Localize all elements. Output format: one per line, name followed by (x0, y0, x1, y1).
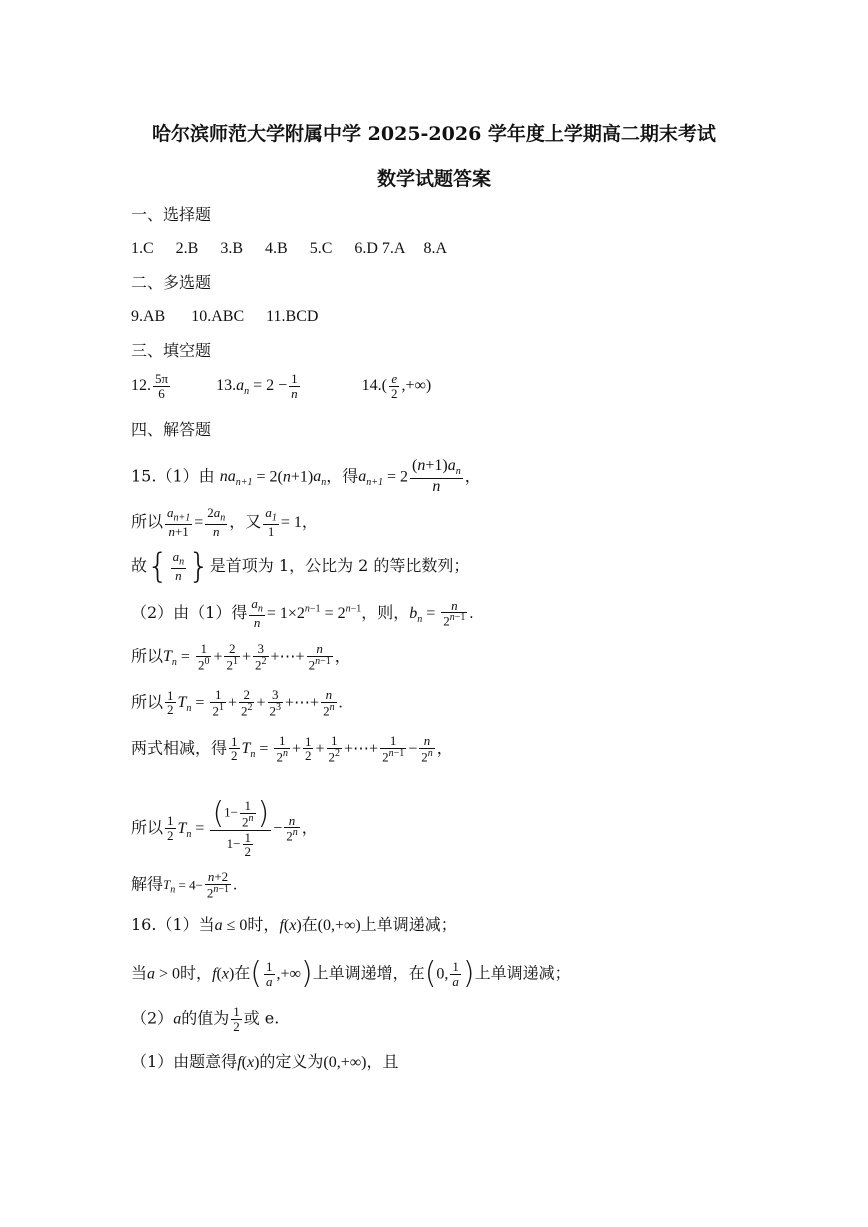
document-title: 哈尔滨师范大学附属中学 2025-2026 学年度上学期高二期末考试 (152, 123, 716, 145)
q16-line-4: （1）由题意得f(x)的定义为(0,+∞)，且 (131, 1052, 399, 1071)
q14-denominator: 2 (390, 385, 398, 401)
answer-2: 2.B (175, 240, 199, 257)
section-heading-solution: 四、解答题 (131, 420, 212, 439)
q16-l2-text-b: 时， (180, 963, 213, 983)
q15-line-2: 所以 $\frac{a_{n+1}}{n+1}$ = $\frac{2a_n}{n}$ ，又 $\frac{a_1}{1}$ = 1， (131, 505, 318, 540)
q15-line-4: （2）由（1）得 $\frac{a_n}{n}$ = $1\times 2^{n-1} = 2^{n-1}$，则，$b_n$ = $\frac{n}{2^{n-1}}$ . (131, 596, 474, 631)
q15-l4-text-b: ，则， (361, 602, 410, 622)
section-heading-choice: 一、选择题 (131, 205, 212, 224)
q15-l1-fraction: $\frac{(n+1)a_n}{n}$ (412, 457, 461, 495)
q16-l3-text-a: （2） (131, 1008, 174, 1028)
q16-l3-text-b: 的值为 (181, 1008, 230, 1028)
q15-l2-frac-2: $\frac{2a_n}{n}$ (207, 505, 226, 540)
q15-l1-text-b: ，得 (326, 466, 359, 486)
answer-6-7: 6.D 7.A (354, 240, 406, 257)
q16-l2-text-e: 上单调递减； (474, 963, 571, 983)
q15-l1-text-a: 15.（1）由 (131, 466, 215, 486)
answer-4: 4.B (265, 240, 288, 257)
answer-11: 11.BCD (266, 308, 319, 325)
q16-l2-text-a: 当 (131, 963, 148, 983)
q13-expression: = 2 − (253, 376, 288, 394)
section-heading-multi: 二、多选题 (131, 273, 212, 292)
q15-l3-fraction: $\frac{a_n}{n}$ (172, 549, 185, 584)
q15-l1-text-c: ， (464, 466, 481, 486)
q15-l2-text-a: 所以 (131, 511, 164, 531)
q15-l8-text-a: 所以 (131, 817, 164, 837)
q16-l4-text-b: 的定义为 (259, 1052, 324, 1071)
answer-8: 8.A (423, 240, 448, 257)
q14-interval-tail: ,+∞) (401, 376, 432, 394)
q16-l3-text-c: 或 e. (243, 1008, 280, 1028)
q16-l1-text-a: 16.（1）当 (131, 915, 215, 934)
fill-answer-row: 12. $\frac{5\pi}{6}$ $13.a_n = 2$ − $\frac{1}{n}$ 14.( $\frac{e}{2}$ ,+∞) (131, 371, 432, 401)
section-heading-fill: 三、填空题 (131, 341, 212, 360)
q12-fraction (153, 372, 170, 400)
q15-line-5: 所以$T_n$ = $\frac{1}{2^0}$ + $\frac{2}{2^1}$ + $\frac{3}{2^2}$ +⋯+ $\frac{n}{2^{n-1}}$ ， (131, 641, 351, 672)
q15-l8-compound-fraction: (1− $\frac{1}{2^n}$ ) 1− $\frac{1}{2}$ (212, 796, 270, 860)
q16-line-1: 16.（1）当a ≤ 0时，f(x)在(0,+∞)上单调递减； (131, 915, 457, 934)
q16-l1-text-b: 时， (247, 915, 280, 934)
q16-l1-text-d: 上单调递减； (360, 915, 457, 934)
q16-line-3: （2）a的值为 $\frac{1}{2}$ 或 e. (131, 1004, 280, 1034)
q14-label: 14. (361, 376, 382, 394)
q15-l4-frac-1: $\frac{a_n}{n}$ (251, 596, 263, 631)
q15-l7-text-a: 两式相减，得 (131, 738, 228, 758)
q15-line-3: 故{ $\frac{a_n}{n}$ }是首项为 1，公比为 2 的等比数列； (131, 546, 470, 587)
answer-9: 9.AB (131, 308, 166, 325)
q13-label: 13. (216, 376, 237, 394)
q14-fraction (389, 372, 400, 400)
q15-line-6: 所以 $\frac{1}{2}$ $T_n$ = $\frac{1}{2^1}$ + $\frac{2}{2^2}$ + $\frac{3}{2^3}$ +⋯+ $\frac{n}{2^n}$ . (131, 687, 343, 718)
q15-l3-text-a: 故 (131, 555, 148, 575)
document-subtitle: 数学试题答案 (376, 168, 491, 190)
q16-l2-text-c: 在 (234, 963, 251, 983)
q15-l4-text-a: （2）由（1）得 (131, 602, 248, 622)
q15-l5-text-a: 所以 (131, 646, 164, 666)
q15-line-7: 两式相减，得 $\frac{1}{2}$ $T_n$ = $\frac{1}{2^n}$ + $\frac{1}{2}$ + $\frac{1}{2^2}$ +⋯+ $\frac{1}{2^{n-1}}$ − $\frac{n}{2^n}$ ， (131, 733, 453, 764)
q15-l4-frac-2: $\frac{n}{2^{n-1}}$ (443, 597, 466, 629)
q13-fraction (289, 372, 300, 400)
answer-3: 3.B (220, 240, 244, 257)
q14-numerator: e (389, 372, 400, 387)
q12-denominator: 6 (158, 385, 165, 401)
multi-answer-row (131, 307, 318, 327)
q16-l4-text-c: ，且 (366, 1052, 399, 1071)
q15-l2-text-b: ，又 (229, 511, 262, 531)
q13-numerator: 1 (291, 371, 298, 386)
q16-l1-text-c: 在 (301, 915, 318, 934)
q15-line-1: 15.（1）由 $na_{n+1} = 2(n+1)a_n$，得$a_{n+1} = 2$ $\frac{(n+1)a_n}{n}$ ， (131, 457, 481, 495)
q16-l2-text-d: 上单调递增，在 (312, 963, 425, 983)
q12-label: 12. (131, 376, 151, 394)
q15-line-9: 解得$T_n = 4-$ $\frac{n+2}{2^{n-1}}$ . (131, 869, 238, 900)
answer-1: 1.C (131, 240, 154, 257)
q15-line-8: 所以 $\frac{1}{2}$ $T_n$ = (1− $\frac{1}{2^n}$ ) 1− $\frac{1}{2}$ − $\frac{n}{2^n}$ ， (131, 796, 318, 860)
choice-answer-row (131, 239, 447, 259)
q15-l9-text-a: 解得 (131, 874, 164, 894)
q13-denominator: n (291, 385, 298, 401)
q15-l2-text-c: = 1， (280, 513, 318, 531)
q15-l6-text-a: 所以 (131, 692, 164, 712)
q15-l2-frac-3: $\frac{a_1}{1}$ (265, 505, 277, 540)
q15-l2-frac-1: $\frac{a_{n+1}}{n+1}$ (167, 505, 191, 540)
q12-numerator: 5π (155, 371, 169, 386)
q16-line-2: 当a > 0时，f(x)在( $\frac{1}{a}$ ,+∞)上单调递增，在(0, $\frac{1}{a}$ )上单调递减； (131, 956, 571, 992)
q16-l4-text-a: （1）由题意得 (131, 1052, 238, 1071)
answer-5: 5.C (309, 240, 333, 257)
q15-l3-text-b: 是首项为 1，公比为 2 的等比数列； (209, 555, 470, 575)
answer-10: 10.ABC (191, 308, 245, 325)
